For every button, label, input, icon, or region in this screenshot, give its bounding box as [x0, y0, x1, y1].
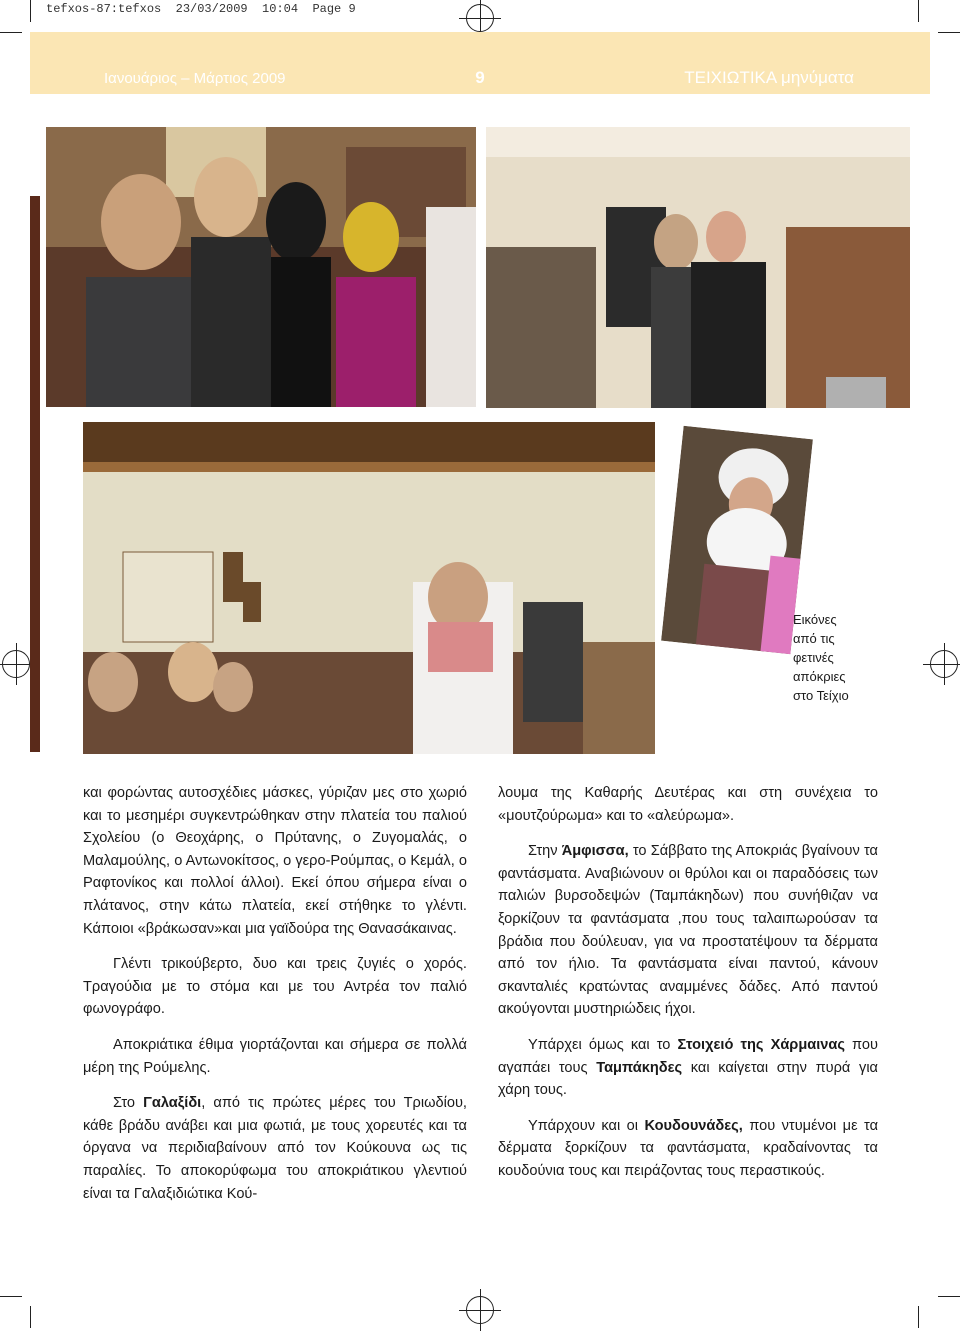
- masked-group-photo: [46, 127, 476, 407]
- text-run: το Σάββατο της Αποκριάς βγαίνουν τα φαντάσματα. Αναβιώνουν οι θρύλοι και οι παραδόσεις των παλιών βυρσοδεψών (Ταμπάκηδων) που συνήθιζαν να ξορκίζουν τα φαντάσματα ,που τους ταλαιπωρούσαν τα βράδια που δούλευαν, για να προστατέψουν τα δέρματα από τον ήλιο. Τα φαντάσματα είναι παντού, κάνουν σκανταλιές κρατώντας αναμμένες δάδες. Από παντού ακούγονται μυστηριώδεις ήχοι.: [498, 843, 878, 1018]
- article-column-left: [83, 782, 467, 1218]
- text-run: και καίγεται στην πυρά για χάρη τους.: [498, 1059, 878, 1099]
- registration-mark: [466, 4, 494, 32]
- dancing-masks-photo: [486, 127, 910, 408]
- paragraph: Γλέντι τρικούβερτο, δυο και τρεις ζυγιές ο χορός. Τραγούδια με το στόμα και με του Αντρέα τον παλιό φωνογράφο.: [83, 956, 467, 1018]
- crop-mark: [918, 1306, 919, 1328]
- text-run: Υπάρχει όμως και το: [528, 1036, 678, 1053]
- crop-mark: [0, 32, 22, 33]
- paragraph: [83, 1092, 467, 1205]
- place-name: Άμφισσα,: [561, 843, 629, 860]
- page-number: 9: [475, 68, 485, 87]
- text-run: Στην: [528, 843, 562, 860]
- text-run: που αγαπάει τους: [498, 1036, 878, 1076]
- adjacent-photo-edge: [30, 196, 40, 752]
- registration-mark: [2, 650, 30, 678]
- magazine-title: ΤΕΙΧΙΩΤΙΚΑ μηνύματα: [684, 68, 854, 87]
- custom-name: Ταμπάκηδες: [596, 1059, 683, 1076]
- paragraph: και φορώντας αυτοσχέδιες μάσκες, γύριζαν μες στο χωριό και το μεσημέρι συγκεντρώθηκαν στην πλατεία του παλιού Σχολείου (ο Θεοχάρης, ο Πρύτανης, ο Ζυγομαλάς, ο Μαλαμούλης, ο Αντωνοκίτσος, ο γερο-Ρούμπας, ο Κεμάλ, ο Ραφτονίκος και πολλοί άλλοι). Εκεί όπου σήμερα είναι ο πλάτανος, στην κάτω πλατεία, εκεί στήθηκε το γλέντι. Κάποιοι «βράκωσαν»και μια γαϊδούρα της Θανασάκαινας.: [83, 785, 467, 937]
- caption-line: Εικόνες: [793, 612, 837, 627]
- text-run: Υπάρχουν και οι: [528, 1117, 645, 1134]
- custom-name: Κουδουνάδες,: [644, 1117, 743, 1134]
- photo-caption: [793, 610, 923, 705]
- caption-line: στο Τείχιο: [793, 688, 849, 703]
- custom-name: Στοιχειό της Χάρμαινας: [677, 1036, 845, 1053]
- paragraph: [498, 1115, 878, 1183]
- crop-mark: [918, 0, 919, 22]
- article-column-right: [498, 782, 878, 1196]
- caption-line: απόκριες: [793, 669, 846, 684]
- bearded-mask-photo: [661, 426, 813, 654]
- paragraph: [498, 840, 878, 1021]
- text-run: που ντυμένοι με τα δέρματα ξορκίζουν τα φαντάσματα, κραδαίνοντας τα κουδούνια τους και πειράζοντας τους περαστικούς.: [498, 1117, 879, 1179]
- crop-mark: [30, 1306, 31, 1328]
- crop-mark: [30, 0, 31, 22]
- page-header: [30, 32, 930, 94]
- paragraph: λουμα της Καθαρής Δευτέρας και στη συνέχεια το «μουτζούρωμα» και το «αλεύρωμα».: [498, 785, 878, 824]
- place-name: Γαλαξίδι: [143, 1095, 202, 1112]
- paragraph: [498, 1034, 878, 1102]
- print-slug: tefxos-87:tefxos 23/03/2009 10:04 Page 9: [46, 2, 356, 16]
- crop-mark: [938, 1296, 960, 1297]
- issue-date: Ιανουάριος – Μάρτιος 2009: [104, 70, 286, 87]
- text-run: , από τις πρώτες μέρες του Τριωδίου, κάθε βράδυ ανάβει και μια φωτιά, με τους χορευτές και τα όργανα να περιδιαβαίνουν από τον Κούκουνα ως τις παραλίες. Το αποκορύφωμα του αποκριάτικου γλεντιού είναι τα Γαλαξιδιώτικα Κού-: [83, 1095, 467, 1202]
- text-run: Στο: [113, 1095, 144, 1112]
- tavern-dinner-photo: [83, 422, 655, 754]
- caption-line: από τις: [793, 631, 835, 646]
- crop-mark: [938, 32, 960, 33]
- crop-mark: [0, 1296, 22, 1297]
- caption-line: φετινές: [793, 650, 834, 665]
- registration-mark: [930, 650, 958, 678]
- paragraph: Αποκριάτικα έθιμα γιορτάζονται και σήμερα σε πολλά μέρη της Ρούμελης.: [83, 1036, 467, 1076]
- registration-mark: [466, 1296, 494, 1324]
